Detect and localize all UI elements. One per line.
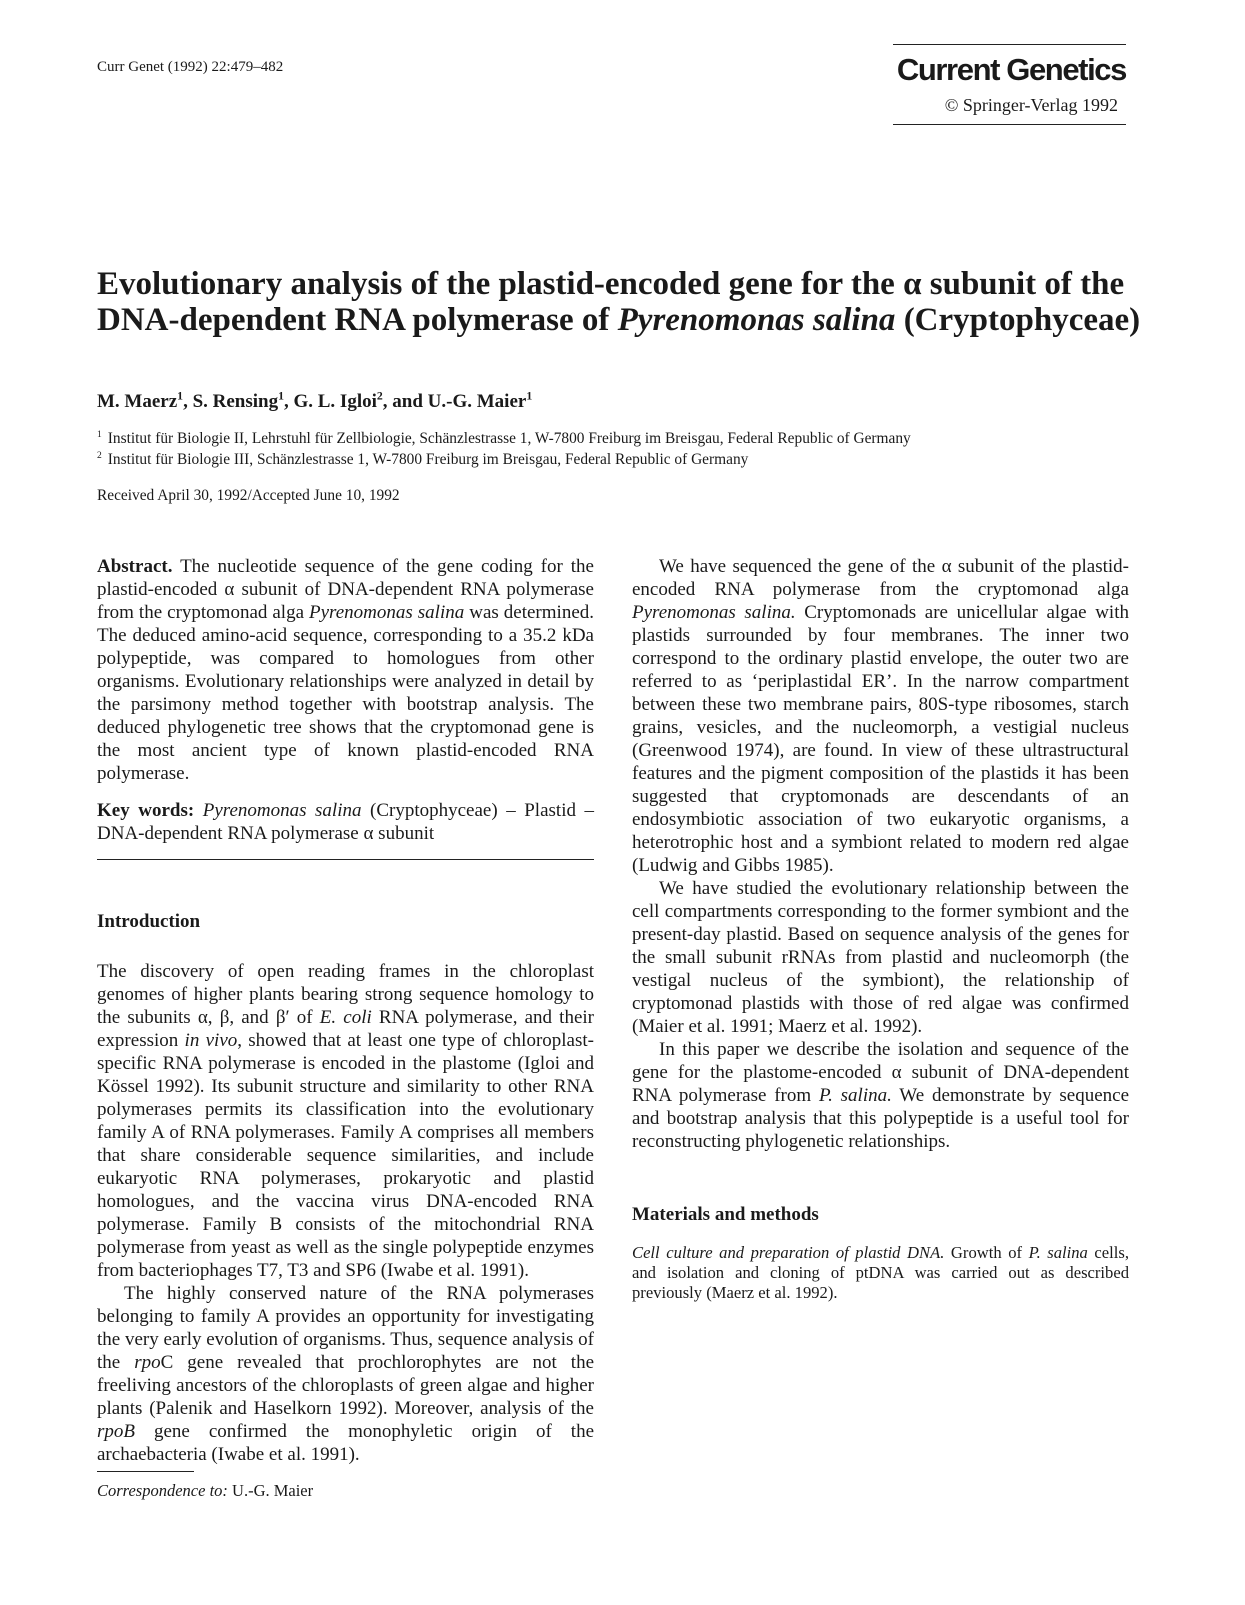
received-dates: Received April 30, 1992/Accepted June 10, 1992 <box>97 487 400 504</box>
footnote-rule <box>97 1471 194 1472</box>
author-name: G. L. Igloi <box>293 391 377 412</box>
keywords-text: (Cryptophyceae) – Plastid – DNA-dependent RNA polymerase α subunit <box>97 800 594 844</box>
masthead-top-rule <box>893 44 1126 45</box>
journal-citation: Curr Genet (1992) 22:479–482 <box>97 59 284 75</box>
correspondence-name: U.-G. Maier <box>227 1481 314 1500</box>
intro-p1-text-b: RNA polymerase, and their expression <box>97 1007 594 1051</box>
intro-p1-text-c: , showed that at least one type of chloroplast-specific RNA polymerase is encoded in the plastome (Igloi and Kössel 1992). Its subunit structure and similarity to other RNA polymerases permits its classification into the evolutionary family A of RNA polymerases. Family A comprises all members that share considerable sequence similarities, and include eukaryotic RNA polymerases, prokaryotic and plastid homologues, and the vaccina virus DNA-encoded RNA polymerase. Family B consists of the mitochondrial RNA polymerase from yeast as well as the single polypeptide enzymes from bacteriophages T7, T3 and SP6 (Iwabe et al. 1991). <box>97 1030 594 1281</box>
methods-subheading: Cell culture and preparation of plastid DNA. <box>632 1243 945 1262</box>
journal-name: Current Genetics <box>896 52 1126 87</box>
affiliation-number: 2 <box>97 449 102 461</box>
author-affiliation-mark: 1 <box>526 389 533 403</box>
intro-paragraph-1 <box>97 960 594 1282</box>
author-name: U.-G. Maier <box>427 391 527 412</box>
intro-p3-species: Pyrenomonas salina. <box>632 602 796 623</box>
author-affiliation-mark: 2 <box>376 389 383 403</box>
publisher-copyright: © Springer-Verlag 1992 <box>944 95 1118 115</box>
intro-p2-text-a: The highly conserved nature of the RNA polymerases belonging to family A provides an opportunity for investigating the very early evolution of organisms. Thus, sequence analysis of the <box>97 1283 594 1373</box>
methods-text-a: Growth of <box>944 1243 1029 1262</box>
affiliation-item <box>97 428 911 449</box>
intro-paragraph-4: We have studied the evolutionary relationship between the cell compartments corresponding to the former symbiont and the present-day plastid. Based on sequence analysis of the genes for the small subunit rRNAs from plastid and nucleomorph (the vestigal nucleus of the symbiont), the relationship of cryptomonad plastids with those of red algae was confirmed (Maier et al. 1991; Maerz et al. 1992). <box>632 878 1129 1037</box>
right-column <box>632 555 1129 1303</box>
article-title <box>97 266 1147 338</box>
intro-p5-text-a: In this paper we describe the isolation and sequence of the gene for the plastome-encoded α subunit of DNA-dependent RNA polymerase from <box>632 1039 1129 1106</box>
introduction-heading: Introduction <box>97 911 201 932</box>
intro-p1-species: E. coli <box>319 1007 372 1028</box>
methods-species: P. salina <box>1028 1243 1088 1262</box>
keywords-species: Pyrenomonas salina <box>202 800 362 821</box>
intro-p2-text-c: gene confirmed the monophyletic origin of the archaebacteria (Iwabe et al. 1991). <box>97 1421 594 1465</box>
masthead-bottom-rule <box>893 124 1126 125</box>
intro-p3-text-b: Cryptomonads are unicellular algae with plastids surrounded by four membranes. The inner two correspond to the ordinary plastid envelope, the outer two are referred to as ‘periplastidal ER’. In the narrow compartment between these two membrane pairs, 80S-type ribosomes, starch grains, vesicles, and the nucleomorph, a vestigial nucleus (Greenwood 1974), are found. In view of these ultrastructural features and the pigment composition of the plastids it has been suggested that cryptomonads are descendants of an endosymbiotic association of two eukaryotic organisms, a heterotrophic host and a symbiont related to modern red algae (Ludwig and Gibbs 1985). <box>632 602 1129 876</box>
author-affiliation-mark: 1 <box>177 389 184 403</box>
materials-methods-heading: Materials and methods <box>632 1204 819 1225</box>
affiliation-text: Institut für Biologie III, Schänzlestrasse 1, W-7800 Freiburg im Breisgau, Federal Republic of Germany <box>107 451 749 468</box>
affiliation-text: Institut für Biologie II, Lehrstuhl für Zellbiologie, Schänzlestrasse 1, W-7800 Freiburg im Breisgau, Federal Republic of Germany <box>107 430 911 447</box>
abstract-text-1: The nucleotide sequence of the gene coding for the plastid-encoded α subunit of DNA-dependent RNA polymerase from the cryptomonad alga <box>97 556 594 623</box>
abstract-species: Pyrenomonas salina <box>309 602 465 623</box>
abstract-text-2: was determined. The deduced amino-acid sequence, corresponding to a 35.2 kDa polypeptide, was compared to homologues from other organisms. Evolutionary relationships were analyzed in detail by the parsimony method together with bootstrap analysis. The deduced phylogenetic tree shows that the cryptomonad gene is the most ancient type of known plastid-encoded RNA polymerase. <box>97 602 594 784</box>
keywords-label: Key words: <box>97 800 195 821</box>
abstract <box>97 555 594 785</box>
intro-paragraph-3 <box>632 555 1129 877</box>
author-name: S. Rensing <box>192 391 279 412</box>
author-affiliation-mark: 1 <box>278 389 284 403</box>
abstract-label: Abstract. <box>97 556 173 577</box>
intro-p2-gene-2: rpoB <box>97 1421 135 1442</box>
intro-p5-species: P. salina. <box>818 1085 892 1106</box>
methods-paragraph <box>632 1243 1129 1303</box>
left-column <box>97 555 594 1466</box>
affiliation-number: 1 <box>97 428 102 440</box>
methods-text-b: cells, and isolation and cloning of ptDNA was carried out as described previously (Maerz et al. 1992). <box>632 1243 1129 1302</box>
intro-p2-text-b: C gene revealed that prochlorophytes are not the freeliving ancestors of the chloroplasts of green algae and higher plants (Palenik and Haselkorn 1992). Moreover, analysis of the <box>97 1352 594 1419</box>
author-separator: , and <box>382 391 428 412</box>
intro-paragraph-5 <box>632 1038 1129 1153</box>
intro-p5-text-b: We demonstrate by sequence and bootstrap analysis that this polypeptide is a useful tool for reconstructing phylogenetic relationships. <box>632 1085 1130 1152</box>
intro-p3-text-a: We have sequenced the gene of the α subunit of the plastid-encoded RNA polymerase from the cryptomonad alga <box>632 556 1129 600</box>
title-species: Pyrenomonas salina <box>617 302 896 338</box>
title-part-2: (Cryptophyceae) <box>895 302 1141 338</box>
affiliation-list <box>97 428 911 470</box>
intro-p1-text-a: The discovery of open reading frames in the chloroplast genomes of higher plants bearing strong sequence homology to the subunits α, β, and β′ of <box>97 961 594 1028</box>
affiliation-item <box>97 449 911 470</box>
intro-p2-gene: rpo <box>134 1352 161 1373</box>
journal-masthead <box>893 44 1126 125</box>
author-separator: , <box>283 391 294 412</box>
intro-p1-in-vivo: in vivo <box>184 1030 238 1051</box>
correspondence-footnote <box>97 1481 313 1501</box>
title-part-1: Evolutionary analysis of the plastid-encoded gene for the α subunit of the DNA-dependent RNA polymerase of <box>97 266 1125 338</box>
author-list <box>97 391 532 413</box>
author-separator: , <box>183 391 193 412</box>
section-divider <box>97 859 594 860</box>
correspondence-label: Correspondence to: <box>97 1481 228 1500</box>
keywords <box>97 799 594 845</box>
intro-paragraph-2-start <box>97 1282 594 1466</box>
author-name: M. Maerz <box>97 391 178 412</box>
